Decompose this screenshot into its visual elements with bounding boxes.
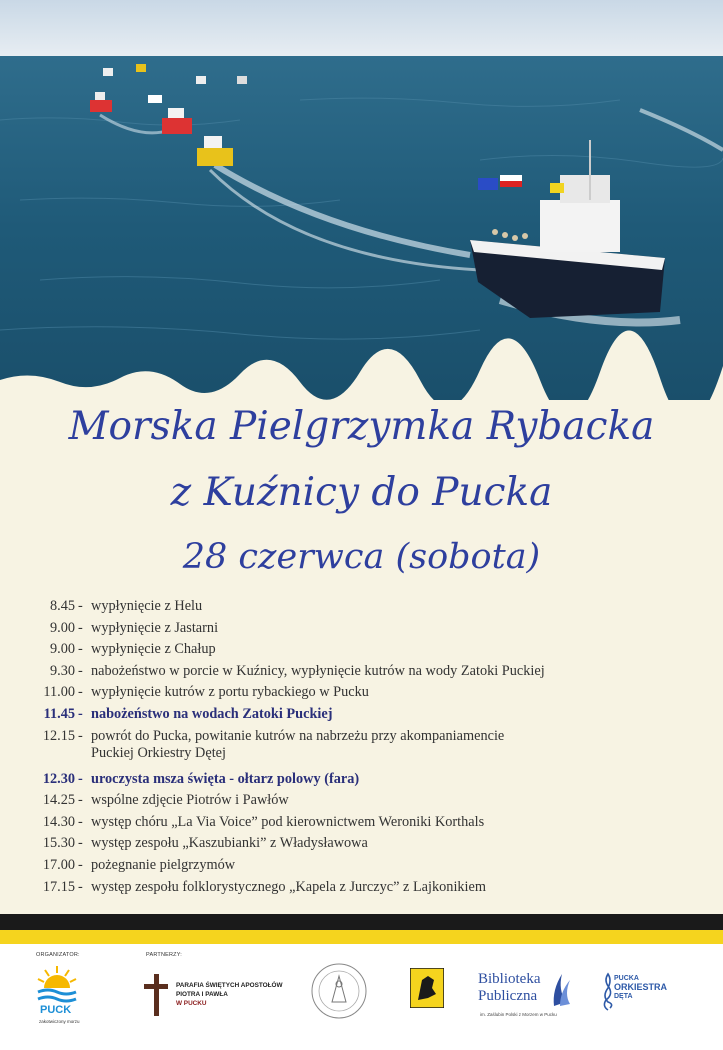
schedule-description: nabożeństwo na wodach Zatoki Puckiej bbox=[91, 705, 333, 722]
schedule-description: uroczysta msza święta - ołtarz polowy (fara) bbox=[91, 770, 360, 787]
schedule-time: 9.00 bbox=[49, 641, 75, 658]
organizer-label: ORGANIZATOR: bbox=[36, 952, 80, 958]
separator-dash: - bbox=[78, 835, 83, 852]
schedule-item bbox=[0, 598, 723, 620]
schedule-item bbox=[0, 835, 723, 857]
parafia-line-3: W PUCKU bbox=[176, 1000, 207, 1007]
separator-dash: - bbox=[78, 684, 83, 701]
hero-photo bbox=[0, 0, 723, 400]
schedule-description: występ zespołu folklorystycznego „Kapela z Jurczyc” z Lajkonikiem bbox=[91, 878, 487, 895]
separator-dash: - bbox=[78, 813, 83, 830]
puck-logo-text: PUCK bbox=[40, 1004, 72, 1016]
puck-logo-subtitle: zakotwiczony morzu bbox=[39, 1019, 80, 1024]
schedule-item bbox=[0, 641, 723, 663]
biblioteka-subtitle: im. Zaślubin Polski z Morzem w Pucku bbox=[480, 1012, 557, 1017]
separator-dash: - bbox=[78, 662, 83, 679]
schedule-description: wypłynięcie z Helu bbox=[91, 598, 203, 614]
schedule-description: pożegnanie pielgrzymów bbox=[91, 856, 236, 873]
yellow-stripe bbox=[0, 930, 723, 944]
separator-dash: - bbox=[78, 598, 83, 614]
book-wave-icon bbox=[550, 972, 572, 1008]
schedule-item bbox=[0, 728, 723, 771]
separator-dash: - bbox=[78, 856, 83, 873]
seal-logo-icon bbox=[310, 962, 368, 1020]
schedule-item bbox=[0, 879, 723, 901]
schedule-time: 11.45 bbox=[43, 705, 75, 722]
schedule-time: 17.00 bbox=[42, 856, 75, 873]
biblioteka-line-1: Biblioteka bbox=[478, 971, 541, 987]
separator-dash: - bbox=[78, 705, 83, 722]
puck-sun-logo-icon bbox=[34, 964, 80, 1006]
separator-dash: - bbox=[78, 641, 83, 658]
title-line-1: Morska Pielgrzymka Rybacka bbox=[68, 404, 655, 449]
schedule-description bbox=[91, 728, 504, 762]
event-date: 28 czerwca (sobota) bbox=[182, 537, 541, 577]
schedule-item-highlight bbox=[0, 771, 723, 793]
schedule-time: 17.15 bbox=[42, 878, 75, 895]
schedule-description: występ chóru „La Via Voice” pod kierownictwem Weroniki Korthals bbox=[91, 813, 485, 830]
cross-icon bbox=[144, 974, 168, 1016]
biblioteka-logo-text bbox=[478, 971, 541, 1005]
schedule-time: 8.45 bbox=[49, 598, 75, 614]
schedule-item bbox=[0, 663, 723, 685]
schedule-description: wypłynięcie kutrów z portu rybackiego w Pucku bbox=[91, 684, 369, 701]
schedule-item bbox=[0, 857, 723, 879]
sea-with-boats-image bbox=[0, 0, 723, 400]
schedule-description: wspólne zdjęcie Piotrów i Pawłów bbox=[91, 792, 289, 809]
biblioteka-line-2: Publiczna bbox=[478, 988, 538, 1004]
schedule-description-line-1: powrót do Pucka, powitanie kutrów na nabrzeżu przy akompaniamencie bbox=[91, 727, 505, 744]
schedule-time: 9.30 bbox=[49, 662, 75, 679]
griffin-emblem-icon bbox=[410, 968, 444, 1008]
schedule-time: 14.30 bbox=[42, 813, 75, 830]
schedule-time: 14.25 bbox=[42, 792, 75, 809]
orkiestra-line-1: PUCKA bbox=[614, 975, 639, 982]
separator-dash: - bbox=[78, 619, 83, 636]
parafia-logo-text bbox=[176, 981, 283, 1008]
schedule-time: 12.15 bbox=[42, 727, 75, 744]
orkiestra-line-2: ORKIESTRA bbox=[614, 982, 668, 992]
schedule-time: 9.00 bbox=[49, 619, 75, 636]
parafia-line-1: PARAFIA ŚWIĘTYCH APOSTOŁÓW bbox=[176, 982, 283, 989]
partners-label: PARTNERZY: bbox=[146, 952, 183, 958]
schedule-description: wypłynięcie z Chałup bbox=[91, 641, 216, 658]
schedule-description: nabożeństwo w porcie w Kuźnicy, wypłynięcie kutrów na wody Zatoki Puckiej bbox=[91, 662, 545, 679]
schedule-item bbox=[0, 792, 723, 814]
schedule-description-line-2: Puckiej Orkiestry Dętej bbox=[91, 744, 226, 761]
parafia-line-2: PIOTRA I PAWŁA bbox=[176, 991, 228, 998]
separator-dash: - bbox=[78, 770, 83, 787]
schedule-time: 12.30 bbox=[42, 770, 75, 787]
schedule-time: 15.30 bbox=[42, 835, 75, 852]
separator-dash: - bbox=[78, 792, 83, 809]
schedule-list bbox=[0, 598, 723, 900]
schedule-time: 11.00 bbox=[43, 684, 75, 701]
schedule-item-highlight bbox=[0, 706, 723, 728]
title-line-2: z Kuźnicy do Pucka bbox=[170, 470, 553, 515]
schedule-item bbox=[0, 814, 723, 836]
orkiestra-logo-text bbox=[614, 974, 667, 1001]
black-stripe bbox=[0, 914, 723, 930]
schedule-description: wypłynięcie z Jastarni bbox=[91, 619, 219, 636]
schedule-description: występ zespołu „Kaszubianki” z Władysławowa bbox=[91, 835, 368, 852]
orkiestra-line-3: DĘTA bbox=[614, 993, 633, 1000]
schedule-item bbox=[0, 684, 723, 706]
separator-dash: - bbox=[78, 727, 83, 744]
separator-dash: - bbox=[78, 878, 83, 895]
schedule-item bbox=[0, 620, 723, 642]
sponsors-footer bbox=[0, 944, 723, 1050]
